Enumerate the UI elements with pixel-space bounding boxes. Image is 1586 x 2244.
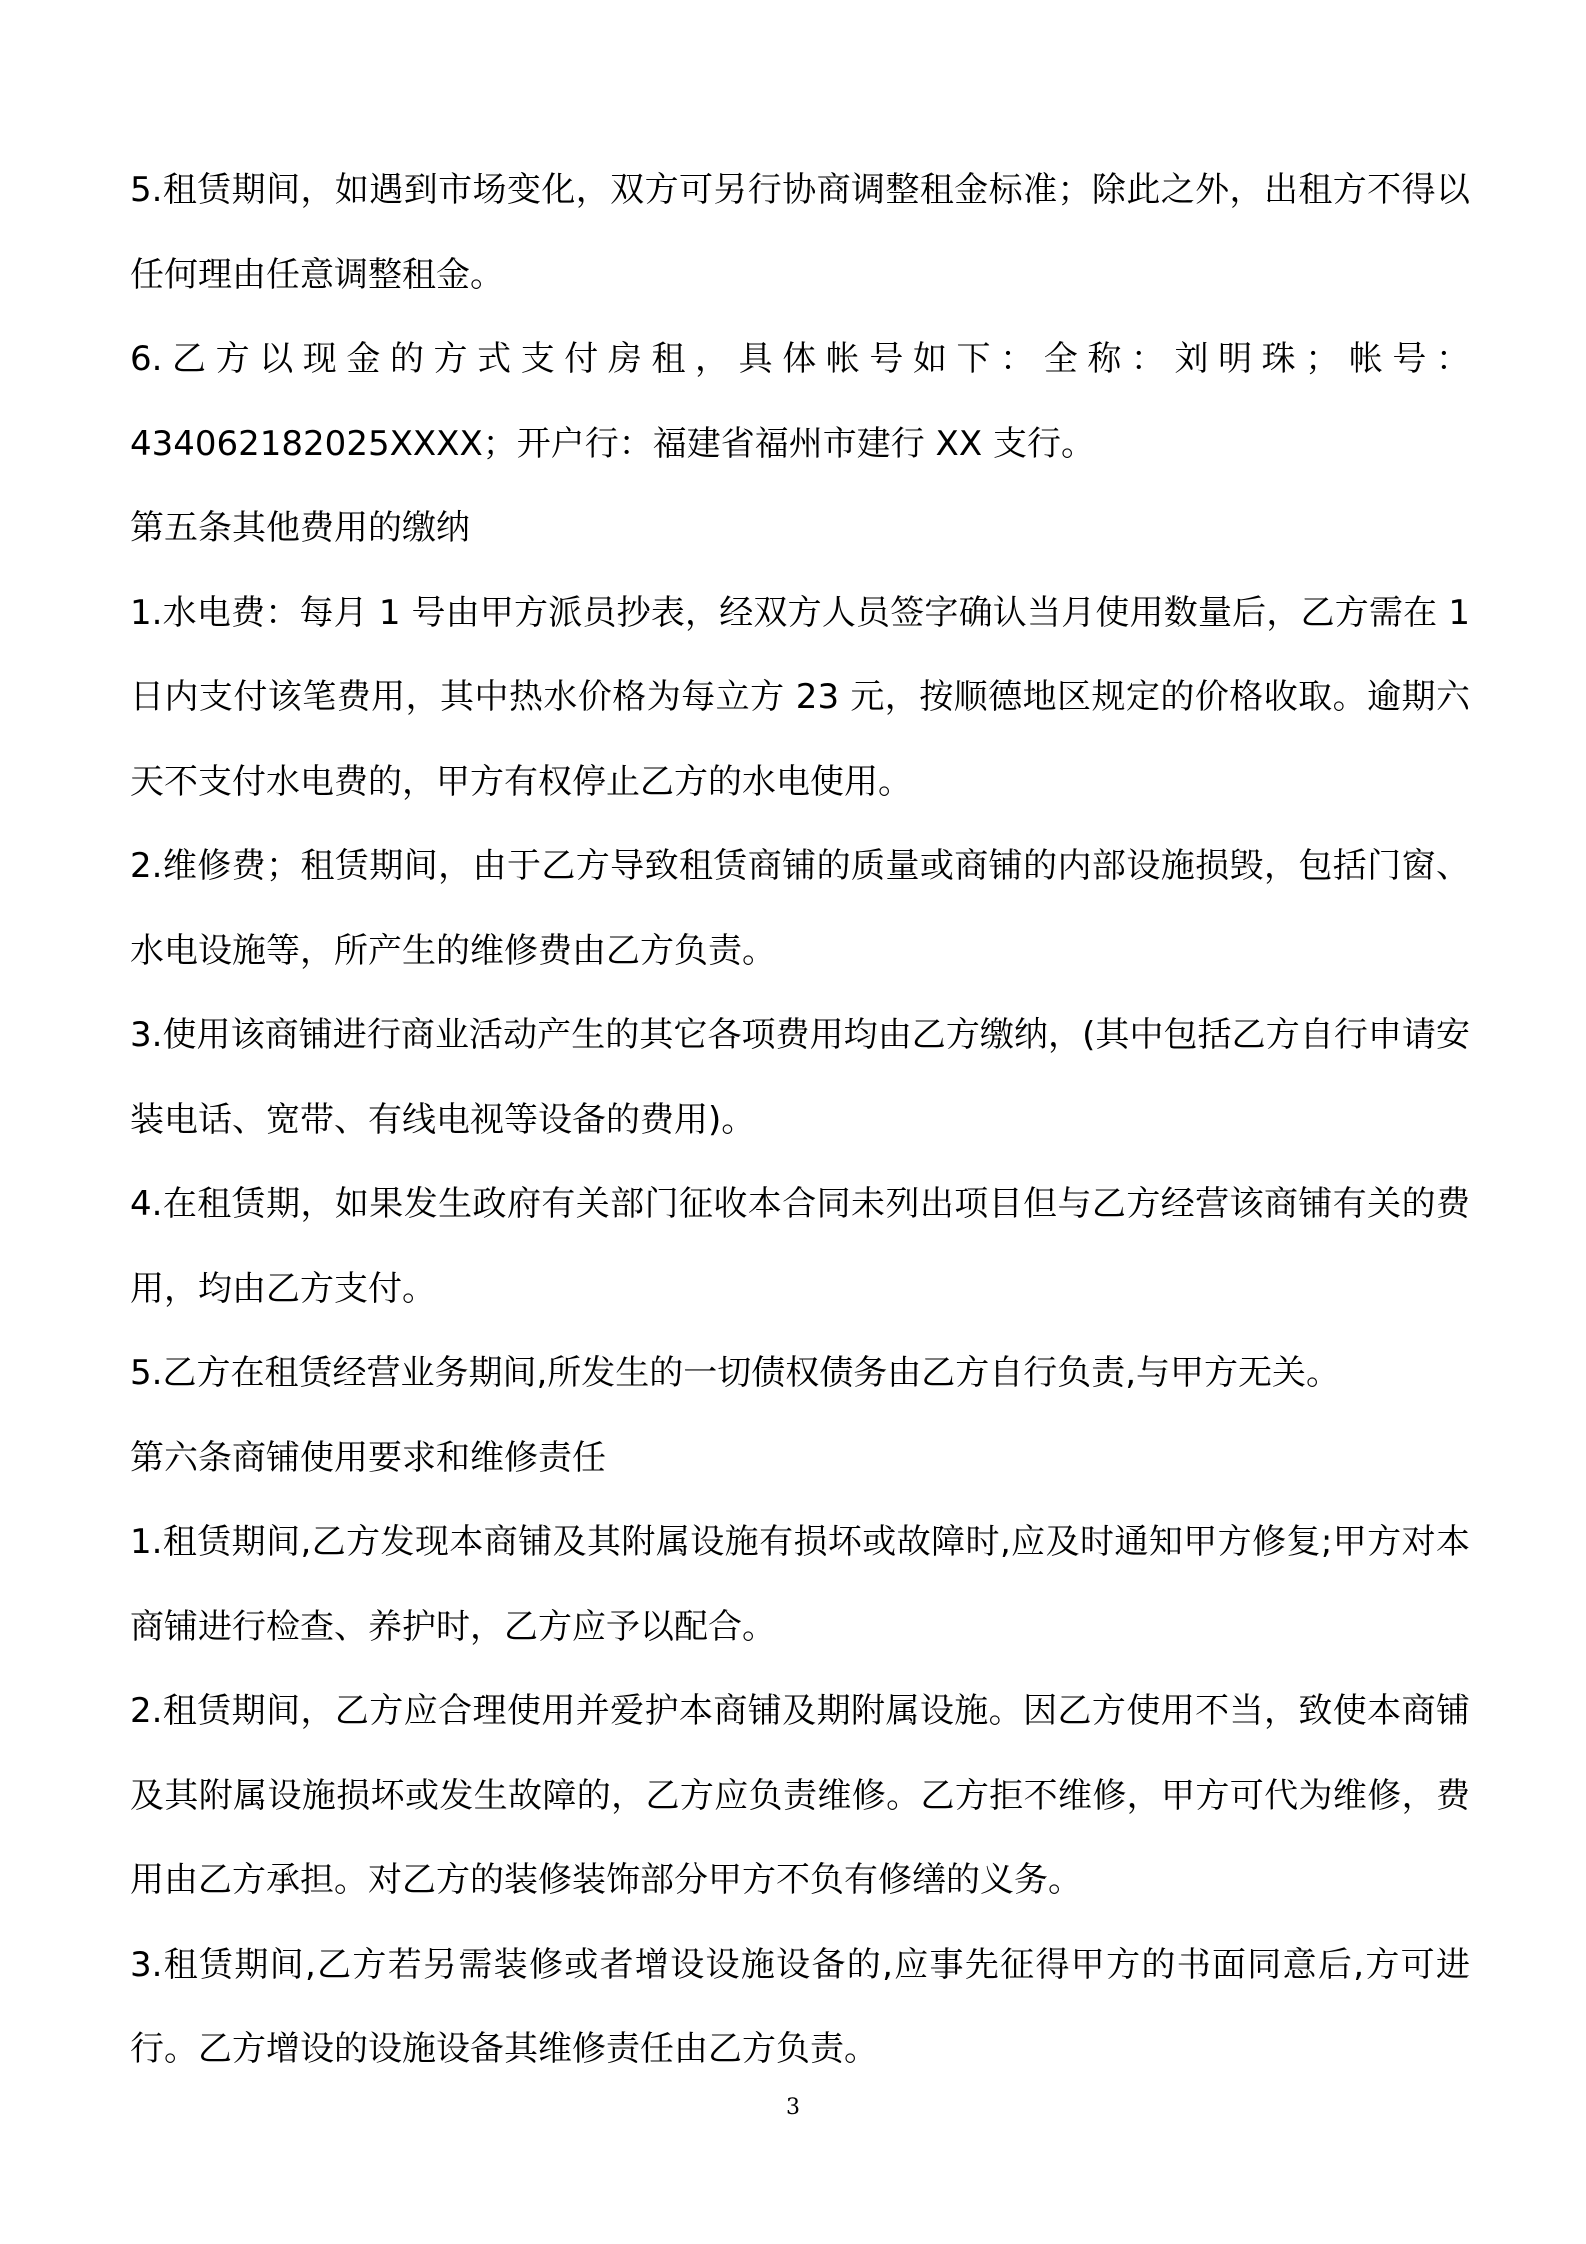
clause-damage-notification: 1.租赁期间,乙方发现本商铺及其附属设施有损坏或故障时,应及时通知甲方修复;甲方对本商铺进行检查、养护时，乙方应予以配合。 — [130, 1522, 1470, 1647]
clause-6-payment-account: 6.乙方以现金的方式支付房租，具体帐号如下：全称：刘明珠；帐号：434062182025XXXX；开户行：福建省福州市建行 XX 支行。 — [130, 339, 1470, 464]
clause-renovation: 3.租赁期间,乙方若另需装修或者增设设施设备的,应事先征得甲方的书面同意后,方可进行。乙方增设的设施设备其维修责任由乙方负责。 — [130, 1944, 1470, 2069]
clause-utilities-fee: 1.水电费：每月 1 号由甲方派员抄表，经双方人员签字确认当月使用数量后，乙方需在 1 日内支付该笔费用，其中热水价格为每立方 23 元，按顺德地区规定的价格收取。逾期六天不支付水电费的，甲方有权停止乙方的水电使用。 — [130, 592, 1470, 802]
clause-government-fees: 4.在租赁期，如果发生政府有关部门征收本合同未列出项目但与乙方经营该商铺有关的费用，均由乙方支付。 — [130, 1184, 1470, 1309]
clause-proper-use: 2.租赁期间，乙方应合理使用并爱护本商铺及期附属设施。因乙方使用不当，致使本商铺及其附属设施损坏或发生故障的，乙方应负责维修。乙方拒不维修，甲方可代为维修，费用由乙方承担。对乙方的装修装饰部分甲方不负有修缮的义务。 — [130, 1691, 1470, 1900]
section-heading-article-5: 第五条其他费用的缴纳 — [130, 508, 470, 548]
page-number: 3 — [786, 2095, 800, 2120]
clause-business-expenses: 3.使用该商铺进行商业活动产生的其它各项费用均由乙方缴纳，(其中包括乙方自行申请安装电话、宽带、有线电视等设备的费用)。 — [130, 1015, 1470, 1140]
section-heading-article-6: 第六条商铺使用要求和维修责任 — [130, 1437, 606, 1478]
clause-5-rent-adjustment: 5.租赁期间，如遇到市场变化，双方可另行协商调整租金标准；除此之外，出租方不得以任何理由任意调整租金。 — [130, 170, 1470, 295]
clause-maintenance-fee: 2.维修费；租赁期间，由于乙方导致租赁商铺的质量或商铺的内部设施损毁，包括门窗、水电设施等，所产生的维修费由乙方负责。 — [130, 846, 1470, 971]
clause-debts: 5.乙方在租赁经营业务期间,所发生的一切债权债务由乙方自行负责,与甲方无关。 — [130, 1353, 1341, 1393]
document-body — [130, 148, 1470, 2092]
